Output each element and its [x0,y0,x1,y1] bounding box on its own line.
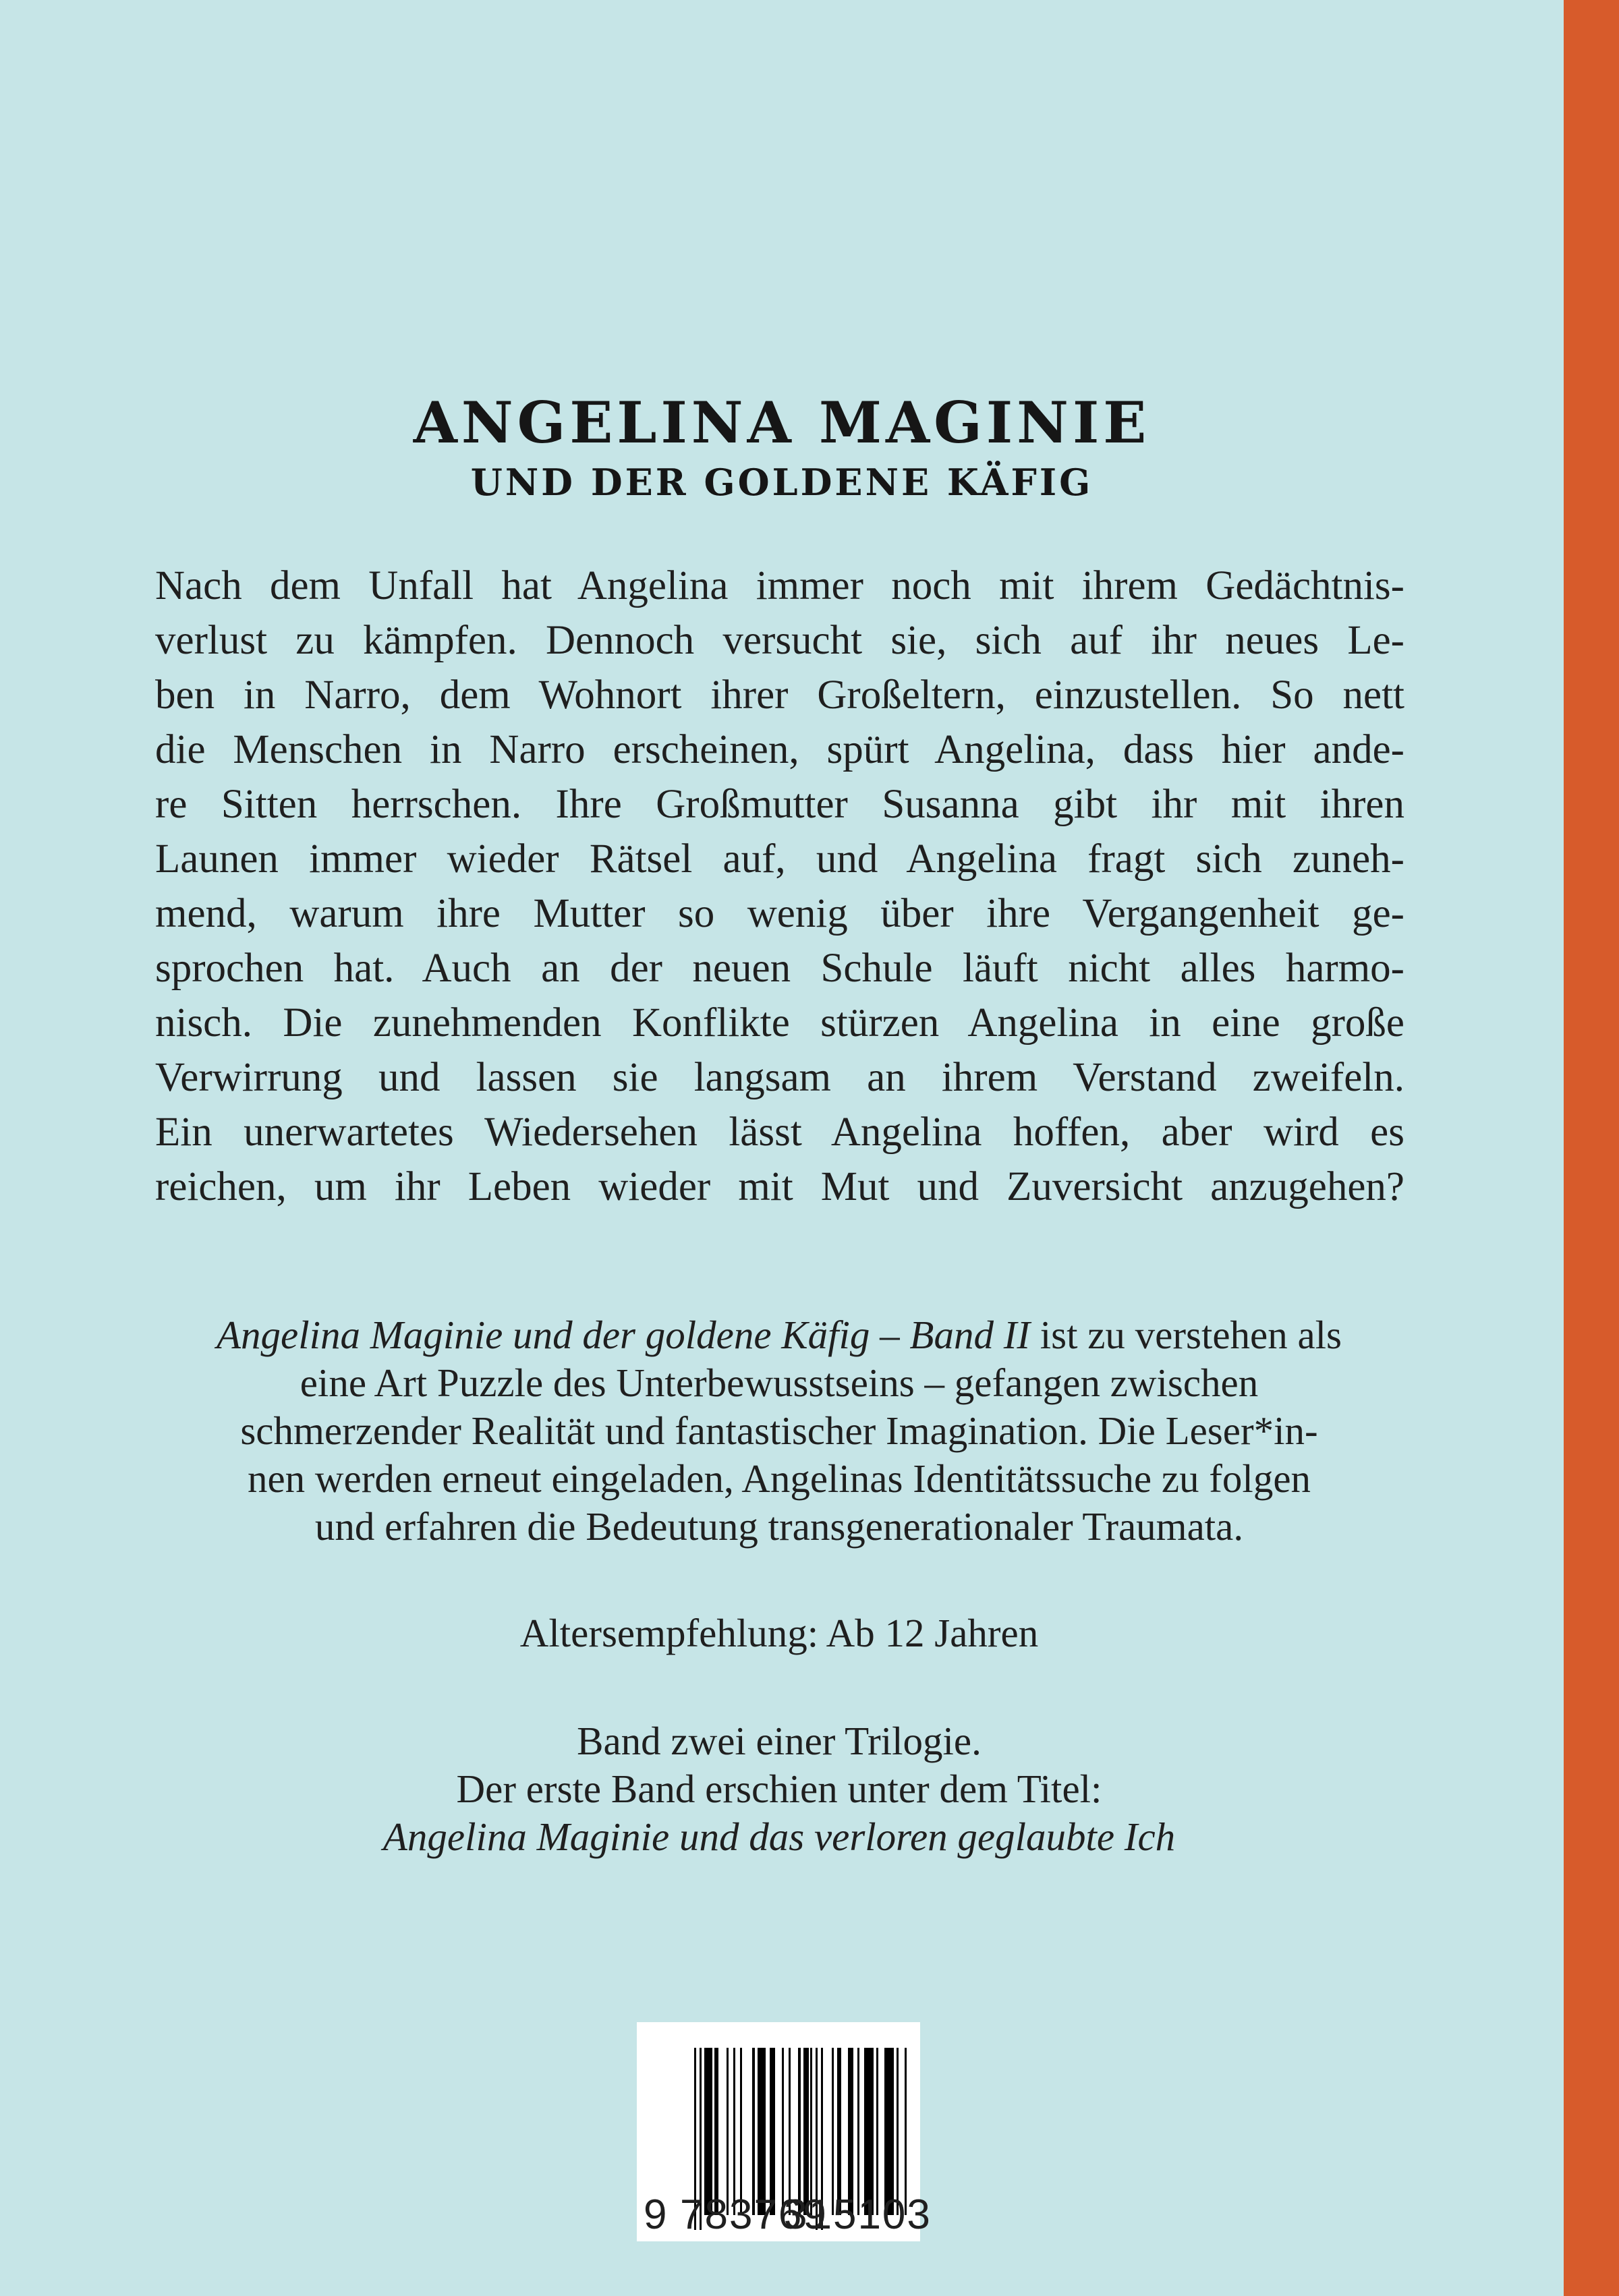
description-line: eine Art Puzzle des Unterbewusstseins – gefangen zwischen [300,1360,1259,1405]
barcode-bar [857,2048,859,2215]
barcode-digits-group2: 315103 [784,2191,932,2238]
barcode-bar [782,2048,784,2215]
description-line: nen werden erneut eingeladen, Angelinas Identitätssuche zu folgen [247,1456,1311,1501]
blurb-line: die Menschen in Narro erscheinen, spürt Angelina, dass hier ande- [155,727,1404,772]
barcode-bar [770,2048,775,2215]
series-info [0,1717,1558,1861]
age-recommendation: Altersempfehlung: Ab 12 Jahren [519,1611,1039,1655]
isbn-barcode [637,2022,932,2241]
book-title-italic: Angelina Maginie und der goldene Käfig – Band II [216,1313,1030,1357]
barcode-bar [897,2048,899,2215]
barcode-bar [803,2048,809,2215]
barcode-bar [884,2048,894,2215]
blurb-line: mend, warum ihre Mutter so wenig über ihre Vergangenheit ge- [155,891,1404,936]
barcode-bar [758,2048,766,2215]
barcode-bar [876,2048,878,2215]
barcode-bar [740,2048,742,2215]
description-line [0,1311,1558,1359]
blurb-line: Ein unerwartetes Wiedersehen lässt Angelina hoffen, aber wird es [155,1110,1404,1155]
book-subtitle: UND DER GOLDENE KÄFIG [470,461,1093,504]
barcode-bar [727,2048,729,2215]
barcode-digits-group1: 783769 [680,2191,828,2238]
blurb-line: Verwirrung und lassen sie langsam an ihrem Verstand zweifeln. [155,1055,1404,1100]
barcode-bar [810,2048,812,2215]
barcode-bar [752,2048,755,2215]
blurb-line: sprochen hat. Auch an der neuen Schule läuft nicht alles harmo- [155,946,1404,991]
barcode-digit-first: 9 [644,2191,667,2238]
description-text: ist zu verstehen als [1029,1313,1342,1357]
blurb-line: Nach dem Unfall hat Angelina immer noch mit ihrem Gedächtnis- [155,563,1404,608]
barcode-bar [848,2048,853,2215]
description-paragraph [0,1311,1558,1551]
first-volume-title: Angelina Maginie und das verloren geglaubte Ich [382,1814,1176,1859]
blurb-line: verlust zu kämpfen. Dennoch versucht sie, sich auf ihr neues Le- [155,618,1404,663]
barcode-bar [733,2048,735,2215]
blurb-line: re Sitten herrschen. Ihre Großmutter Susanna gibt ihr mit ihren [155,782,1404,827]
blurb-paragraph [155,558,1404,1214]
blurb-line: Launen immer wieder Rätsel auf, und Angelina fragt sich zuneh- [155,836,1404,882]
book-title: ANGELINA MAGINIE [413,389,1151,456]
description-line: und erfahren die Bedeutung transgenerationaler Traumata. [314,1504,1244,1549]
barcode-bar [832,2048,834,2215]
barcode-bar [864,2048,874,2215]
series-line: Der erste Band erschien unter dem Titel: [456,1767,1102,1811]
description-line: schmerzender Realität und fantastischer Imagination. Die Leser*in- [240,1408,1318,1453]
barcode-bar [837,2048,841,2215]
barcode-bar [714,2048,718,2215]
barcode-bar [704,2048,712,2215]
blurb-line: ben in Narro, dem Wohnort ihrer Großeltern, einzustellen. So nett [155,672,1404,718]
barcode-bar [798,2048,801,2215]
series-line: Band zwei einer Trilogie. [577,1719,982,1763]
barcode-bar [905,2048,907,2215]
blurb-line: nisch. Die zunehmenden Konflikte stürzen Angelina in eine große [155,1000,1404,1045]
book-spine-strip [1564,0,1619,2296]
blurb-line: reichen, um ihr Leben wieder mit Mut und Zuversicht anzugehen? [155,1164,1404,1209]
barcode-bar [789,2048,791,2215]
